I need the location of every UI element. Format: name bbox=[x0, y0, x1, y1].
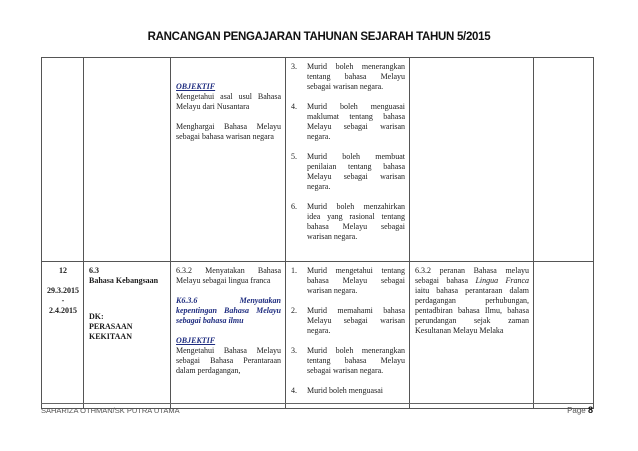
week-cell bbox=[42, 262, 84, 409]
objective-heading: OBJEKTIF bbox=[176, 336, 216, 345]
footer-page bbox=[567, 405, 593, 415]
content-standard: 6.3.2 Menyatakan Bahasa Melayu sebagai lingua franca bbox=[176, 266, 281, 285]
topic-title: Bahasa Kebangsaan bbox=[89, 276, 159, 285]
standard-cell bbox=[171, 58, 286, 262]
list-item: 3. Murid boleh menerangkan tentang bahasa Melayu sebagai warisan negara. bbox=[291, 346, 405, 375]
learning-standard: K6.3.6 Menyatakan kepentingan Bahasa Melayu sebagai bahasa ilmu bbox=[176, 296, 281, 325]
objective-heading: OBJEKTIF bbox=[176, 82, 216, 91]
date-start: 29.3.2015 bbox=[47, 286, 79, 295]
document-title: RANCANGAN PENGAJARAN TAHUNAN SEJARAH TAHUN 5/2015 bbox=[147, 31, 491, 43]
list-item: 4. Murid boleh menguasai bbox=[291, 386, 383, 395]
objective-text: Mengetahui asal usul Bahasa Melayu dari Nusantara bbox=[176, 92, 281, 111]
list-item: 3. Murid boleh menerangkan tentang bahasa Melayu sebagai warisan negara. bbox=[291, 62, 405, 91]
footer-divider bbox=[41, 403, 593, 404]
standard-cell bbox=[171, 262, 286, 409]
topic-cell bbox=[84, 262, 171, 409]
list-item: 2. Murid memahami bahasa Melayu sebagai warisan negara. bbox=[291, 306, 405, 335]
notes-cell bbox=[410, 58, 534, 262]
week-cell bbox=[42, 58, 84, 262]
list-item: 4. Murid boleh menguasai maklumat tentang bahasa Melayu sebagai warisan negara. bbox=[291, 102, 405, 141]
topic-cell bbox=[84, 58, 171, 262]
dk-value: PERASAAN KEKITAAN bbox=[89, 322, 133, 341]
objective-text: Menghargai Bahasa Melayu sebagai bahasa warisan negara bbox=[176, 122, 281, 141]
list-item: 6. Murid boleh menzahirkan idea yang rasional tentang bahasa Melayu sebagai warisan negara. bbox=[291, 202, 405, 241]
remarks-cell bbox=[534, 262, 594, 409]
outcomes-cell bbox=[286, 262, 410, 409]
notes-text: 6.3.2 peranan Bahasa melayu sebagai bahasa bbox=[415, 266, 529, 285]
date-separator: - bbox=[61, 296, 65, 305]
topic-code: 6.3 bbox=[89, 266, 99, 275]
lesson-plan-table bbox=[41, 57, 594, 409]
table-row bbox=[42, 58, 594, 262]
remarks-cell bbox=[534, 58, 594, 262]
list-item: 1. Murid mengetahui tentang bahasa Melayu sebagai warisan negara. bbox=[291, 266, 405, 295]
objective-text: Mengetahui Bahasa Melayu sebagai Bahasa Perantaraan dalam perdagangan, bbox=[176, 346, 281, 375]
notes-italic-term: Lingua Franca bbox=[475, 276, 529, 285]
date-end: 2.4.2015 bbox=[49, 306, 77, 315]
list-item: 5. Murid boleh membuat penilaian tentang bahasa Melayu sebagai warisan negara. bbox=[291, 152, 405, 191]
outcomes-cell bbox=[286, 58, 410, 262]
week-number: 12 bbox=[59, 266, 67, 275]
footer-author: SAHARIZA OTHMAN/SK PUTRA UTAMA bbox=[41, 406, 180, 415]
table-row bbox=[42, 262, 594, 409]
page-label: Page bbox=[567, 406, 586, 415]
notes-cell bbox=[410, 262, 534, 409]
notes-text: iaitu bahasa perantaraan dalam perdagangan perhubungan, pentadbiran bahasa Ilmu, bahasa perundangan sejak zaman Kesultanan Melayu Melaka bbox=[415, 286, 529, 335]
dk-label: DK: bbox=[89, 312, 104, 321]
page-number: 8 bbox=[587, 405, 593, 415]
